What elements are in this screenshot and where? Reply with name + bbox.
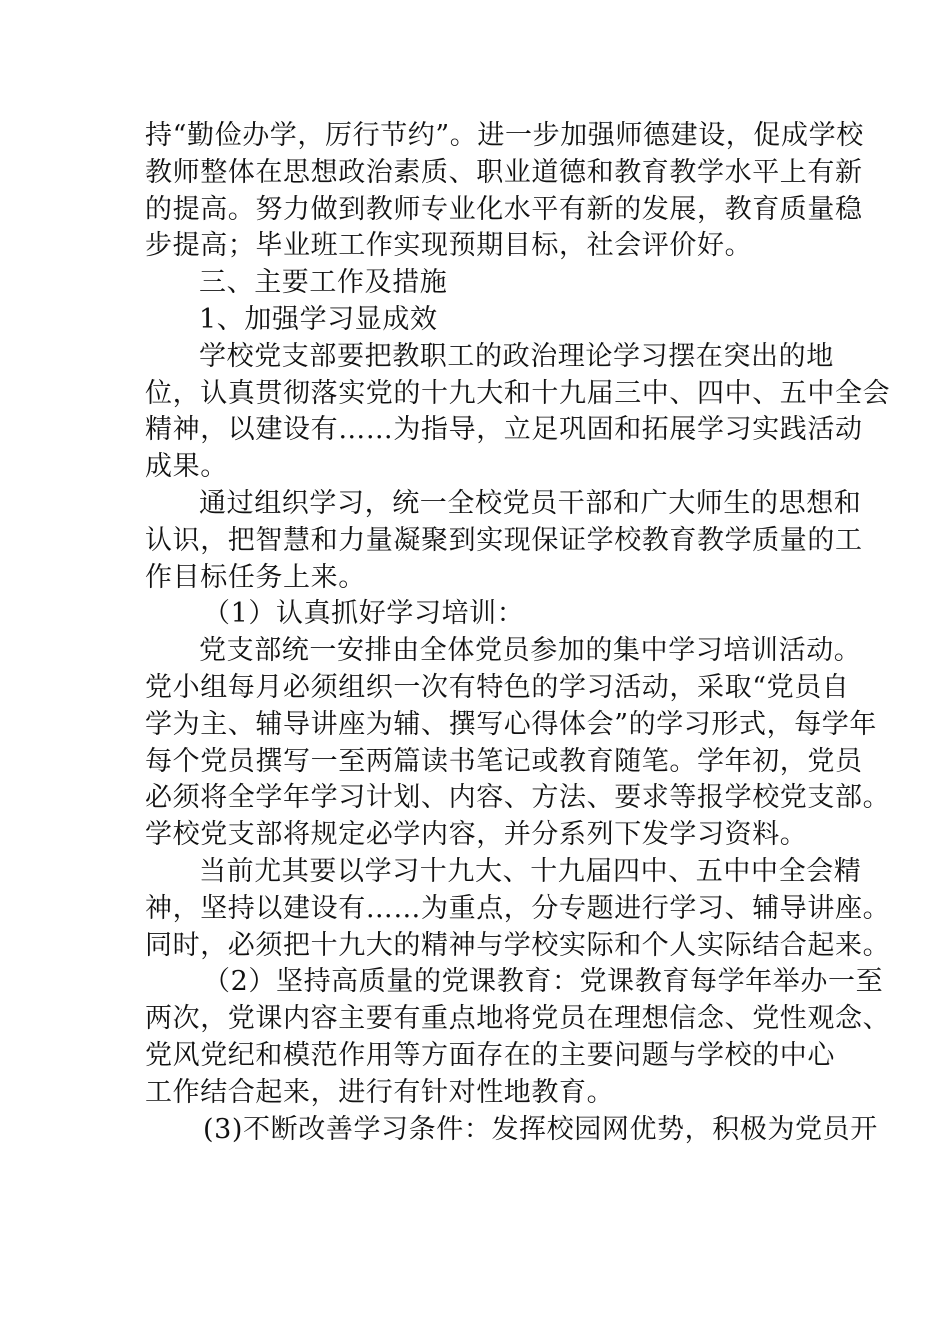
paragraph-line: 步提高；毕业班工作实现预期目标，社会评价好。 (145, 230, 753, 262)
document-body (145, 118, 891, 1148)
item-heading: （1）认真抓好学习培训： (203, 598, 525, 630)
paragraph-line: 当前尤其要以学习十九大、十九届四中、五中中全会精 (199, 855, 862, 887)
paragraph-line: 神，坚持以建设有……为重点，分专题进行学习、辅导讲座。 (145, 892, 891, 924)
paragraph-line: 通过组织学习，统一全校党员干部和广大师生的思想和 (199, 487, 862, 519)
paragraph-line: (3)不断改善学习条件：发挥校园网优势，积极为党员开 (203, 1113, 878, 1145)
paragraph-line: 教师整体在思想政治素质、职业道德和教育教学水平上有新 (145, 156, 863, 188)
paragraph-line: 党风党纪和模范作用等方面存在的主要问题与学校的中心 (145, 1039, 835, 1071)
paragraph-line: 两次，党课内容主要有重点地将党员在理想信念、党性观念、 (145, 1003, 891, 1035)
paragraph-line: 的提高。努力做到教师专业化水平有新的发展，教育质量稳 (145, 193, 863, 225)
paragraph-line: 学为主、辅导讲座为辅、撰写心得体会”的学习形式，每学年 (145, 708, 878, 740)
paragraph-line: （2）坚持高质量的党课教育：党课教育每学年举办一至 (203, 966, 884, 998)
paragraph-line: 成果。 (145, 451, 228, 483)
paragraph-line: 必须将全学年学习计划、内容、方法、要求等报学校党支部。 (145, 782, 891, 814)
paragraph-line: 学校党支部将规定必学内容，并分系列下发学习资料。 (145, 819, 808, 851)
paragraph-line: 同时，必须把十九大的精神与学校实际和个人实际结合起来。 (145, 929, 891, 961)
paragraph-line: 每个党员撰写一至两篇读书笔记或教育随笔。学年初，党员 (145, 745, 863, 777)
paragraph-line: 持“勤俭办学，厉行节约”。进一步加强师德建设，促成学校 (145, 120, 864, 151)
paragraph-line: 工作结合起来，进行有针对性地教育。 (145, 1076, 615, 1108)
subsection-heading: 1、加强学习显成效 (199, 303, 438, 335)
paragraph-line: 精神，以建设有……为指导，立足巩固和拓展学习实践活动 (145, 414, 863, 446)
section-heading: 三、主要工作及措施 (199, 267, 448, 299)
paragraph-line: 认识，把智慧和力量凝聚到实现保证学校教育教学质量的工 (145, 524, 863, 556)
paragraph-line: 学校党支部要把教职工的政治理论学习摆在突出的地 (199, 340, 834, 372)
paragraph-line: 党小组每月必须组织一次有特色的学习活动，采取“党员自 (145, 671, 850, 703)
paragraph-line: 作目标任务上来。 (145, 561, 366, 593)
paragraph-line: 位，认真贯彻落实党的十九大和十九届三中、四中、五中全会 (145, 377, 891, 409)
paragraph-line: 党支部统一安排由全体党员参加的集中学习培训活动。 (199, 635, 862, 667)
